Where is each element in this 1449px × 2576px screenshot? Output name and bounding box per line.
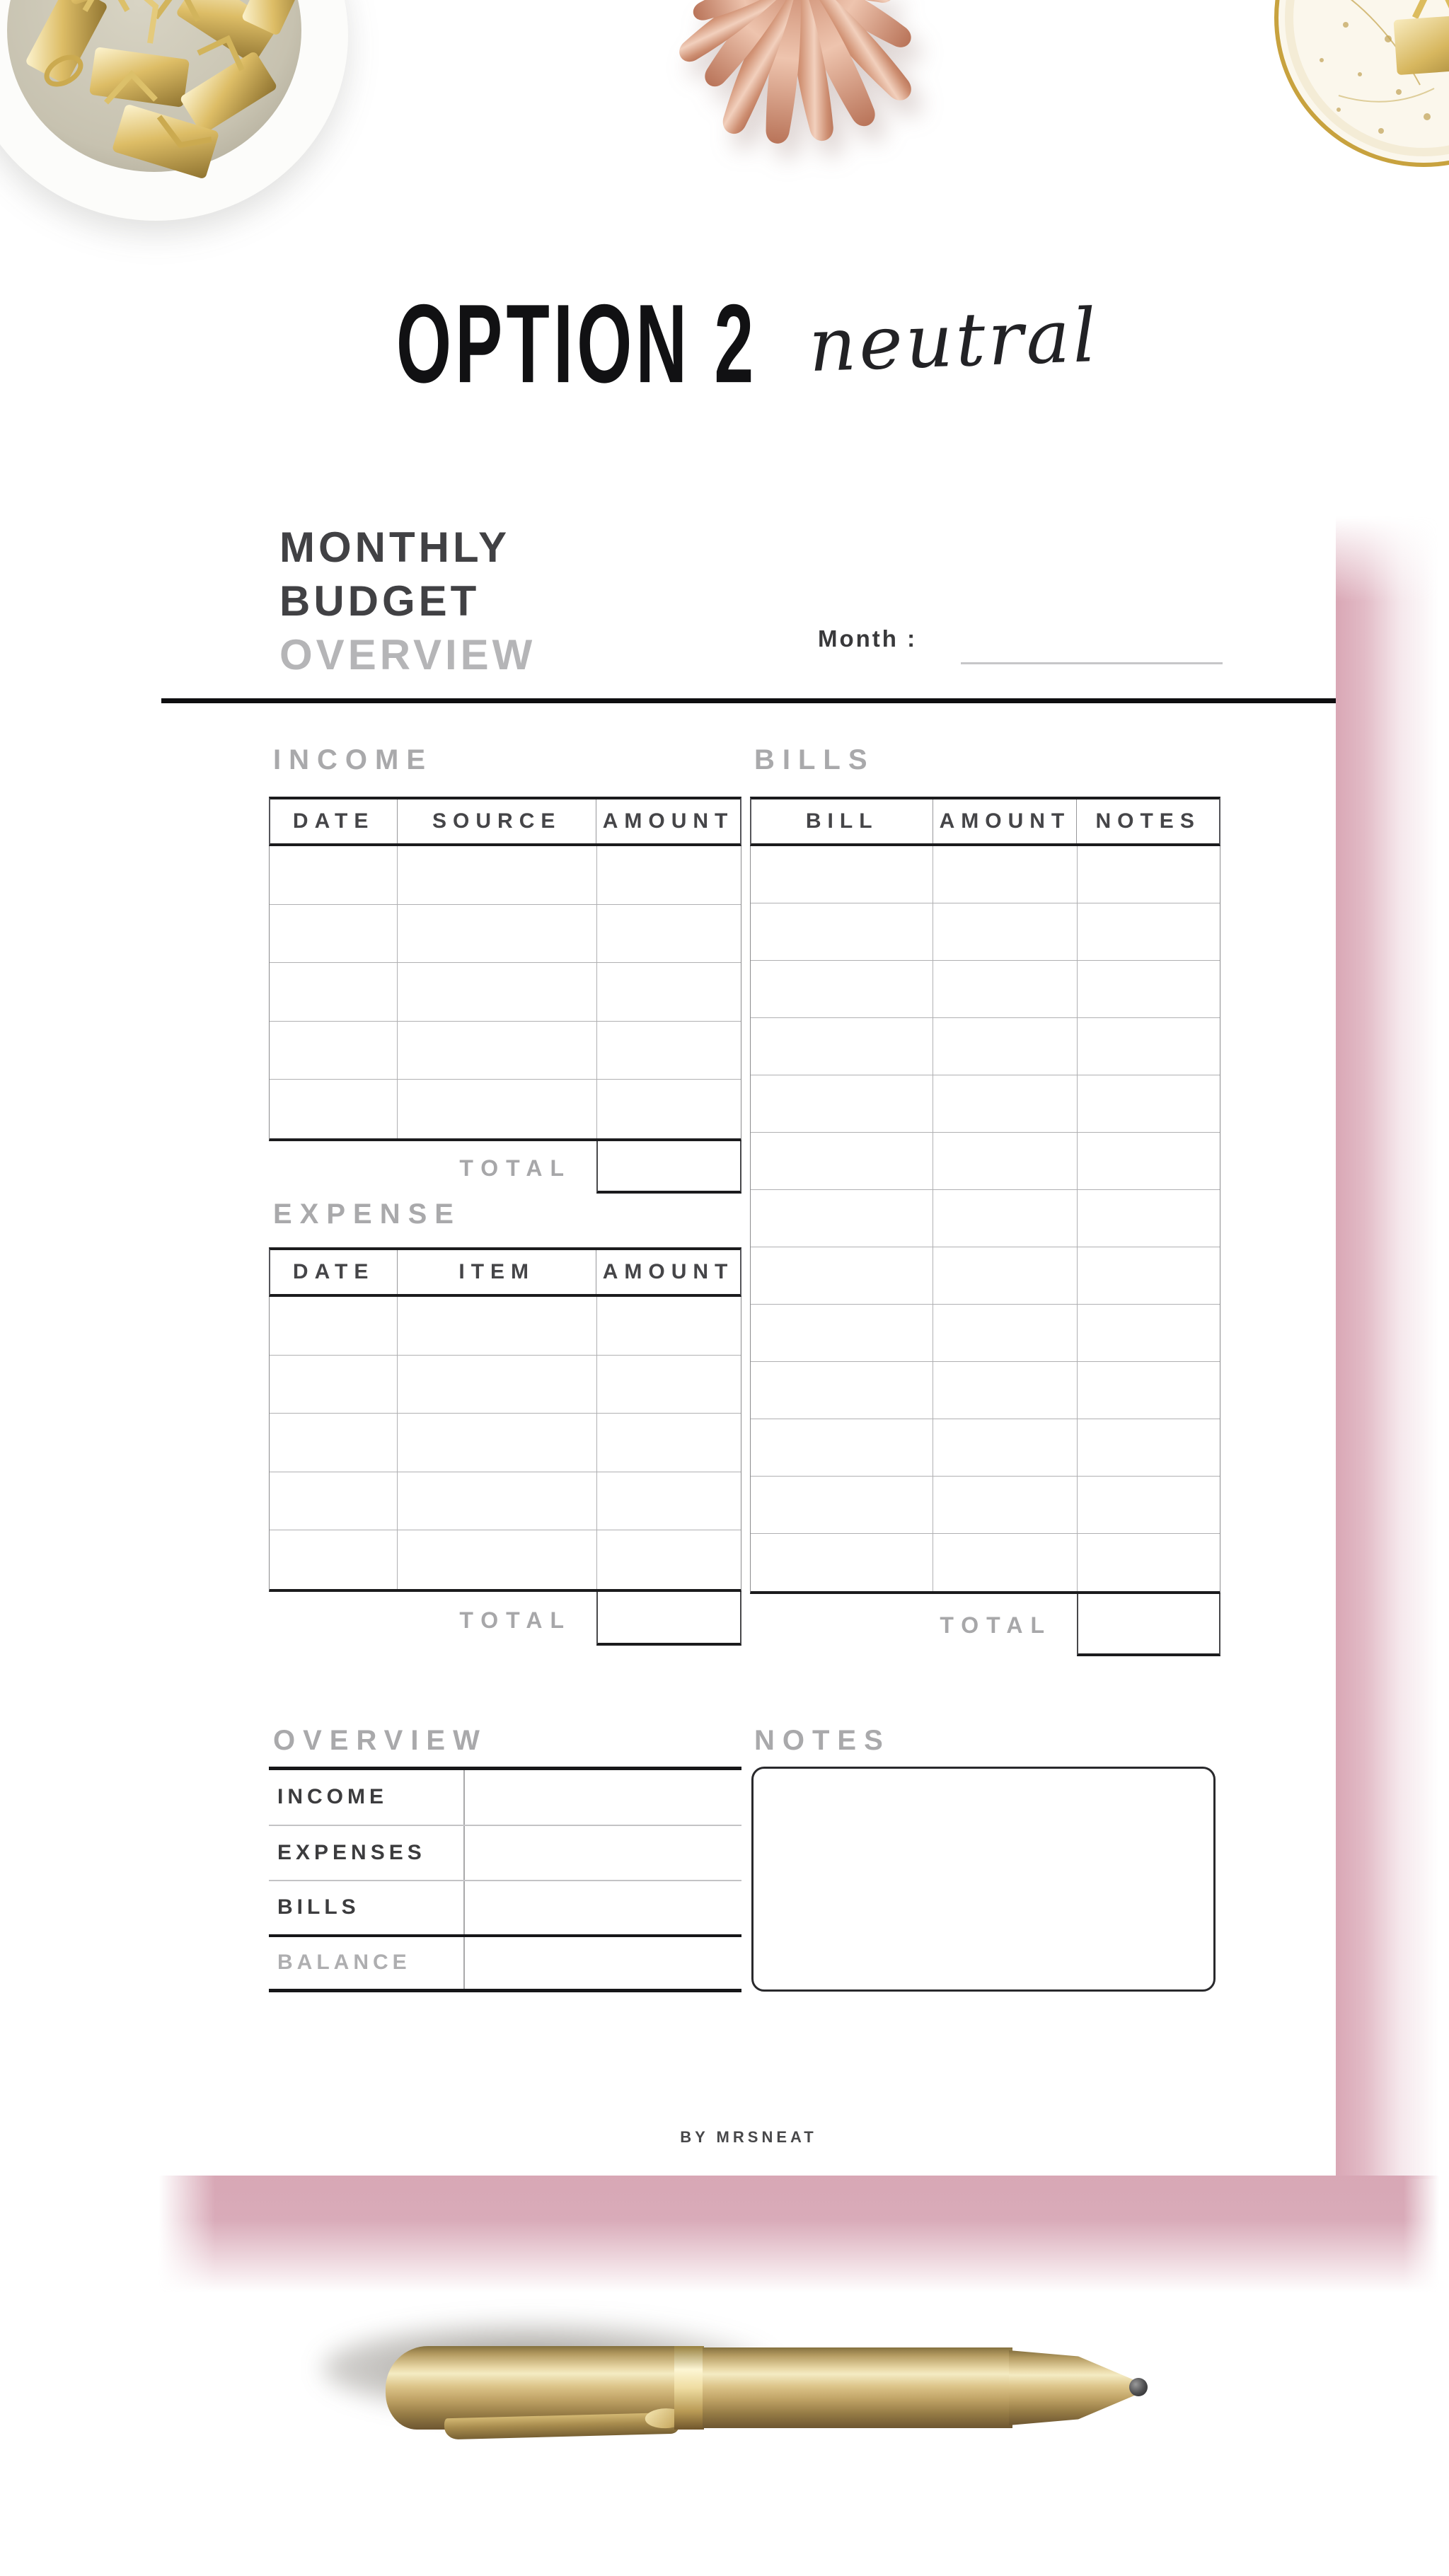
bills-cell-amount[interactable] xyxy=(933,1190,1077,1247)
expense-cell-amount[interactable] xyxy=(596,1356,741,1414)
table-row[interactable] xyxy=(751,1018,1220,1075)
income-col-source: SOURCE xyxy=(397,799,596,843)
style-name-script: neutral xyxy=(807,291,1101,389)
income-cell-amount[interactable] xyxy=(596,846,741,904)
overview-balance-value[interactable] xyxy=(465,1937,741,1989)
bills-cell-bill[interactable] xyxy=(751,1133,933,1189)
bills-cell-bill[interactable] xyxy=(751,1247,933,1304)
income-section-label: INCOME xyxy=(273,744,433,775)
expense-cell-item[interactable] xyxy=(397,1472,596,1530)
page-shadow-right xyxy=(1336,516,1439,2179)
income-cell-date[interactable] xyxy=(270,963,397,1021)
income-cell-amount[interactable] xyxy=(596,1080,741,1138)
income-cell-source[interactable] xyxy=(397,1080,596,1138)
month-input-line[interactable] xyxy=(961,662,1223,664)
notes-section-label: NOTES xyxy=(754,1725,891,1756)
expense-cell-date[interactable] xyxy=(270,1297,397,1355)
page-title-line1: MONTHLY xyxy=(279,524,511,571)
expense-col-item: ITEM xyxy=(397,1250,596,1294)
bills-cell-notes[interactable] xyxy=(1077,961,1220,1017)
bills-cell-notes[interactable] xyxy=(1077,1534,1220,1591)
bills-cell-notes[interactable] xyxy=(1077,1247,1220,1304)
bills-cell-bill[interactable] xyxy=(751,961,933,1017)
overview-row-expenses xyxy=(269,1826,741,1882)
income-col-date: DATE xyxy=(292,809,375,833)
expense-cell-item[interactable] xyxy=(397,1356,596,1414)
overview-income-value[interactable] xyxy=(465,1770,741,1825)
table-row[interactable] xyxy=(751,1190,1220,1247)
table-row[interactable] xyxy=(270,1530,741,1589)
bills-cell-bill[interactable] xyxy=(751,1305,933,1361)
table-row[interactable] xyxy=(751,1305,1220,1362)
expense-cell-amount[interactable] xyxy=(596,1414,741,1472)
expense-cell-amount[interactable] xyxy=(596,1472,741,1530)
bills-section-label: BILLS xyxy=(754,744,875,775)
bills-cell-amount[interactable] xyxy=(933,1419,1077,1476)
bills-table-header xyxy=(750,797,1220,846)
bills-cell-amount[interactable] xyxy=(933,1362,1077,1419)
bills-cell-bill[interactable] xyxy=(751,1075,933,1132)
bills-cell-amount[interactable] xyxy=(933,961,1077,1017)
bills-cell-notes[interactable] xyxy=(1077,1133,1220,1189)
bills-cell-notes[interactable] xyxy=(1077,1190,1220,1247)
income-cell-date[interactable] xyxy=(270,905,397,963)
bills-cell-bill[interactable] xyxy=(751,1362,933,1419)
option-title: OPTION 2 xyxy=(396,281,758,407)
table-row[interactable] xyxy=(751,1075,1220,1133)
bills-cell-amount[interactable] xyxy=(933,1305,1077,1361)
gold-trinket-dish-with-clip-photo xyxy=(1254,0,1449,177)
bills-cell-bill[interactable] xyxy=(751,1018,933,1075)
overview-income-label: INCOME xyxy=(277,1785,388,1809)
bills-cell-bill[interactable] xyxy=(751,1419,933,1476)
overview-balance-label: BALANCE xyxy=(277,1951,411,1975)
table-row[interactable] xyxy=(270,1297,741,1356)
bills-cell-notes[interactable] xyxy=(1077,903,1220,960)
table-row[interactable] xyxy=(751,1534,1220,1591)
table-row[interactable] xyxy=(270,1472,741,1531)
bills-col-notes: NOTES xyxy=(1076,799,1219,843)
expense-cell-date[interactable] xyxy=(270,1414,397,1472)
income-cell-source[interactable] xyxy=(397,1022,596,1080)
bills-cell-bill[interactable] xyxy=(751,1477,933,1533)
table-row[interactable] xyxy=(751,1247,1220,1305)
expense-col-date: DATE xyxy=(292,1260,375,1283)
expense-table-body xyxy=(269,1297,741,1592)
table-row[interactable] xyxy=(751,1477,1220,1534)
overview-row-bills xyxy=(269,1881,741,1937)
expense-cell-date[interactable] xyxy=(270,1530,397,1589)
table-row[interactable] xyxy=(270,1356,741,1414)
table-row[interactable] xyxy=(751,1133,1220,1190)
bills-table-body xyxy=(750,846,1220,1594)
expense-cell-item[interactable] xyxy=(397,1414,596,1472)
overview-table xyxy=(269,1767,741,1992)
table-row[interactable] xyxy=(270,963,741,1022)
page-title xyxy=(279,521,536,682)
income-cell-amount[interactable] xyxy=(596,905,741,963)
expense-cell-amount[interactable] xyxy=(596,1297,741,1355)
income-cell-source[interactable] xyxy=(397,846,596,904)
table-row[interactable] xyxy=(270,1414,741,1472)
header-divider-rule xyxy=(161,698,1336,703)
bills-cell-notes[interactable] xyxy=(1077,1305,1220,1361)
bills-cell-amount[interactable] xyxy=(933,846,1077,903)
expense-cell-item[interactable] xyxy=(397,1297,596,1355)
bills-cell-amount[interactable] xyxy=(933,1018,1077,1075)
table-row[interactable] xyxy=(751,903,1220,961)
page-shadow-bottom xyxy=(158,2176,1439,2292)
income-cell-amount[interactable] xyxy=(596,963,741,1021)
bills-cell-bill[interactable] xyxy=(751,1190,933,1247)
expense-col-amount: AMOUNT xyxy=(596,1250,740,1294)
rose-gold-monstera-leaf-photo xyxy=(603,0,991,194)
overview-expenses-value[interactable] xyxy=(465,1826,741,1881)
bills-cell-bill[interactable] xyxy=(751,1534,933,1591)
bills-cell-notes[interactable] xyxy=(1077,1419,1220,1476)
bills-cell-amount[interactable] xyxy=(933,1133,1077,1189)
bills-col-bill: BILL xyxy=(805,809,879,833)
income-cell-amount[interactable] xyxy=(596,1022,741,1080)
page-title-line2: BUDGET xyxy=(279,577,480,625)
income-table xyxy=(269,797,741,1194)
income-table-header xyxy=(269,797,741,846)
hero-title xyxy=(396,281,1101,407)
overview-section-label: OVERVIEW xyxy=(273,1725,487,1756)
income-cell-date[interactable] xyxy=(270,1080,397,1138)
table-row[interactable] xyxy=(270,846,741,905)
bills-total-label: TOTAL xyxy=(940,1612,1052,1638)
income-col-amount: AMOUNT xyxy=(596,799,740,843)
bills-total-row xyxy=(750,1594,1220,1656)
income-total-row xyxy=(269,1141,741,1194)
expense-table xyxy=(269,1247,741,1646)
expense-cell-item[interactable] xyxy=(397,1530,596,1589)
table-row[interactable] xyxy=(270,1022,741,1080)
table-row[interactable] xyxy=(270,905,741,964)
overview-row-balance xyxy=(269,1937,741,1993)
bills-cell-amount[interactable] xyxy=(933,903,1077,960)
bills-cell-amount[interactable] xyxy=(933,1075,1077,1132)
expense-cell-date[interactable] xyxy=(270,1356,397,1414)
expense-total-box[interactable] xyxy=(596,1592,741,1646)
bills-cell-notes[interactable] xyxy=(1077,846,1220,903)
bills-total-box[interactable] xyxy=(1077,1594,1220,1656)
income-cell-date[interactable] xyxy=(270,846,397,904)
expense-total-label: TOTAL xyxy=(459,1607,572,1633)
bills-table xyxy=(750,797,1220,1656)
pen-ballpoint-tip xyxy=(1129,2378,1148,2396)
bills-cell-amount[interactable] xyxy=(933,1247,1077,1304)
income-cell-source[interactable] xyxy=(397,963,596,1021)
pen-barrel xyxy=(703,2347,1012,2428)
bills-cell-notes[interactable] xyxy=(1077,1477,1220,1533)
overview-row-income xyxy=(269,1770,741,1826)
bills-col-amount: AMOUNT xyxy=(933,799,1076,843)
bills-cell-bill[interactable] xyxy=(751,903,933,960)
table-row[interactable] xyxy=(751,1362,1220,1419)
income-cell-date[interactable] xyxy=(270,1022,397,1080)
bills-cell-notes[interactable] xyxy=(1077,1075,1220,1132)
bills-cell-notes[interactable] xyxy=(1077,1018,1220,1075)
notes-box[interactable] xyxy=(751,1767,1216,1992)
brand-credit: BY MRSNEAT xyxy=(680,2128,817,2146)
bills-cell-amount[interactable] xyxy=(933,1534,1077,1591)
gold-binder-clips-bowl-photo xyxy=(0,0,375,230)
planner-page xyxy=(161,495,1336,2176)
income-total-label: TOTAL xyxy=(459,1155,572,1181)
income-total-box[interactable] xyxy=(596,1141,741,1194)
overview-bills-label: BILLS xyxy=(277,1895,360,1919)
month-label: Month : xyxy=(818,625,918,652)
expense-table-header xyxy=(269,1247,741,1297)
overview-expenses-label: EXPENSES xyxy=(277,1840,426,1864)
bills-cell-bill[interactable] xyxy=(751,846,933,903)
bills-cell-notes[interactable] xyxy=(1077,1362,1220,1419)
pen-ring xyxy=(674,2346,704,2430)
bills-cell-amount[interactable] xyxy=(933,1477,1077,1533)
overview-bills-value[interactable] xyxy=(465,1881,741,1934)
table-row[interactable] xyxy=(751,846,1220,903)
expense-section-label: EXPENSE xyxy=(273,1199,461,1230)
expense-cell-date[interactable] xyxy=(270,1472,397,1530)
income-table-body xyxy=(269,846,741,1141)
table-row[interactable] xyxy=(751,1419,1220,1477)
gold-pen-photo xyxy=(382,2335,1153,2455)
income-cell-source[interactable] xyxy=(397,905,596,963)
table-row[interactable] xyxy=(751,961,1220,1018)
expense-total-row xyxy=(269,1592,741,1646)
table-row[interactable] xyxy=(270,1080,741,1138)
expense-cell-amount[interactable] xyxy=(596,1530,741,1589)
pen-nose-cone xyxy=(1009,2350,1135,2425)
page-title-line3: OVERVIEW xyxy=(279,631,536,678)
